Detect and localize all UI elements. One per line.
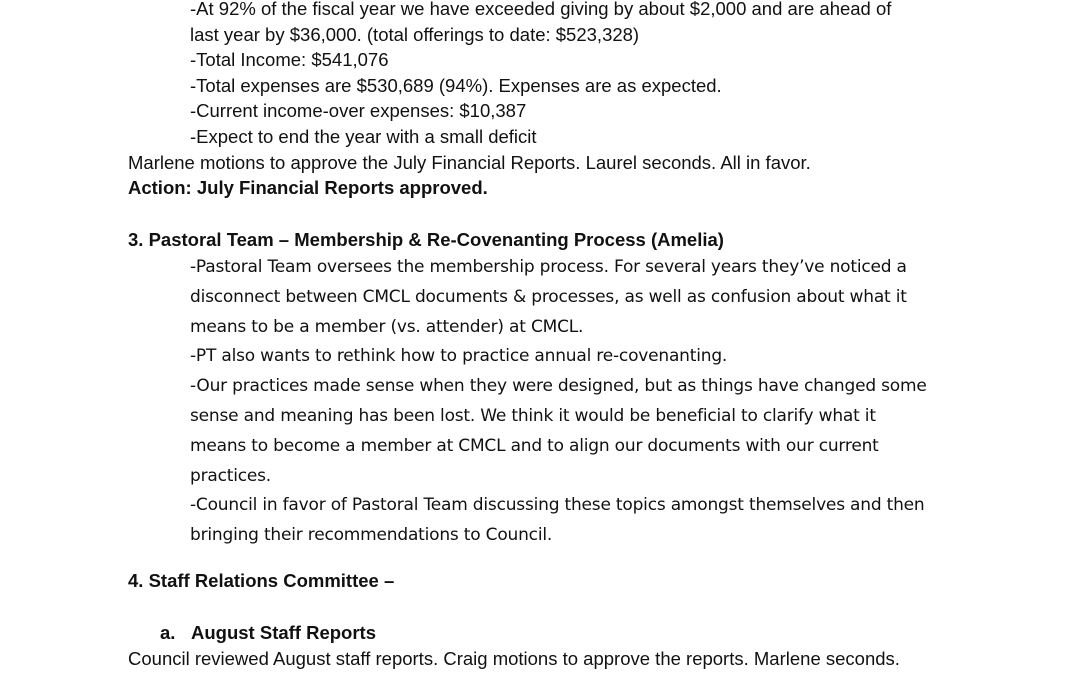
pastoral-line: bringing their recommendations to Council. bbox=[190, 525, 553, 545]
financial-line: -Expect to end the year with a small deficit bbox=[190, 126, 537, 147]
financial-line: -Current income-over expenses: $10,387 bbox=[190, 100, 527, 121]
financial-line: -Total Income: $541,076 bbox=[190, 49, 389, 70]
pastoral-line: means to be a member (vs. attender) at CMCL. bbox=[190, 317, 584, 337]
financial-line: -At 92% of the fiscal year we have exceeded giving by about $2,000 and are ahead of bbox=[190, 0, 892, 19]
financial-line: last year by $36,000. (total offerings to date: $523,328) bbox=[190, 24, 640, 45]
pastoral-line: sense and meaning has been lost. We think it would be beneficial to clarify what it bbox=[190, 406, 876, 426]
pastoral-line: -Our practices made sense when they were designed, but as things have changed some bbox=[190, 376, 927, 396]
pastoral-line: practices. bbox=[190, 466, 271, 486]
staff-text: Council reviewed August staff reports. Craig motions to approve the reports. Marlene seconds. bbox=[128, 648, 900, 669]
financial-line: -Total expenses are $530,689 (94%). Expenses are as expected. bbox=[190, 75, 722, 96]
subsection-marker: a. bbox=[160, 622, 176, 643]
subsection-heading-staff-reports: August Staff Reports bbox=[191, 622, 376, 643]
section-heading-staff: 4. Staff Relations Committee – bbox=[128, 570, 395, 591]
pastoral-line: -Council in favor of Pastoral Team discussing these topics amongst themselves and then bbox=[190, 495, 925, 515]
pastoral-line: -Pastoral Team oversees the membership process. For several years they’ve noticed a bbox=[190, 257, 907, 277]
pastoral-line: -PT also wants to rethink how to practice annual re-covenanting. bbox=[190, 346, 728, 366]
motion-text: Marlene motions to approve the July Financial Reports. Laurel seconds. All in favor. bbox=[128, 152, 811, 173]
pastoral-line: means to become a member at CMCL and to align our documents with our current bbox=[190, 436, 879, 456]
section-heading-pastoral: 3. Pastoral Team – Membership & Re-Covenanting Process (Amelia) bbox=[128, 229, 724, 250]
action-text: Action: July Financial Reports approved. bbox=[128, 177, 488, 198]
pastoral-line: disconnect between CMCL documents & processes, as well as confusion about what it bbox=[190, 287, 907, 307]
